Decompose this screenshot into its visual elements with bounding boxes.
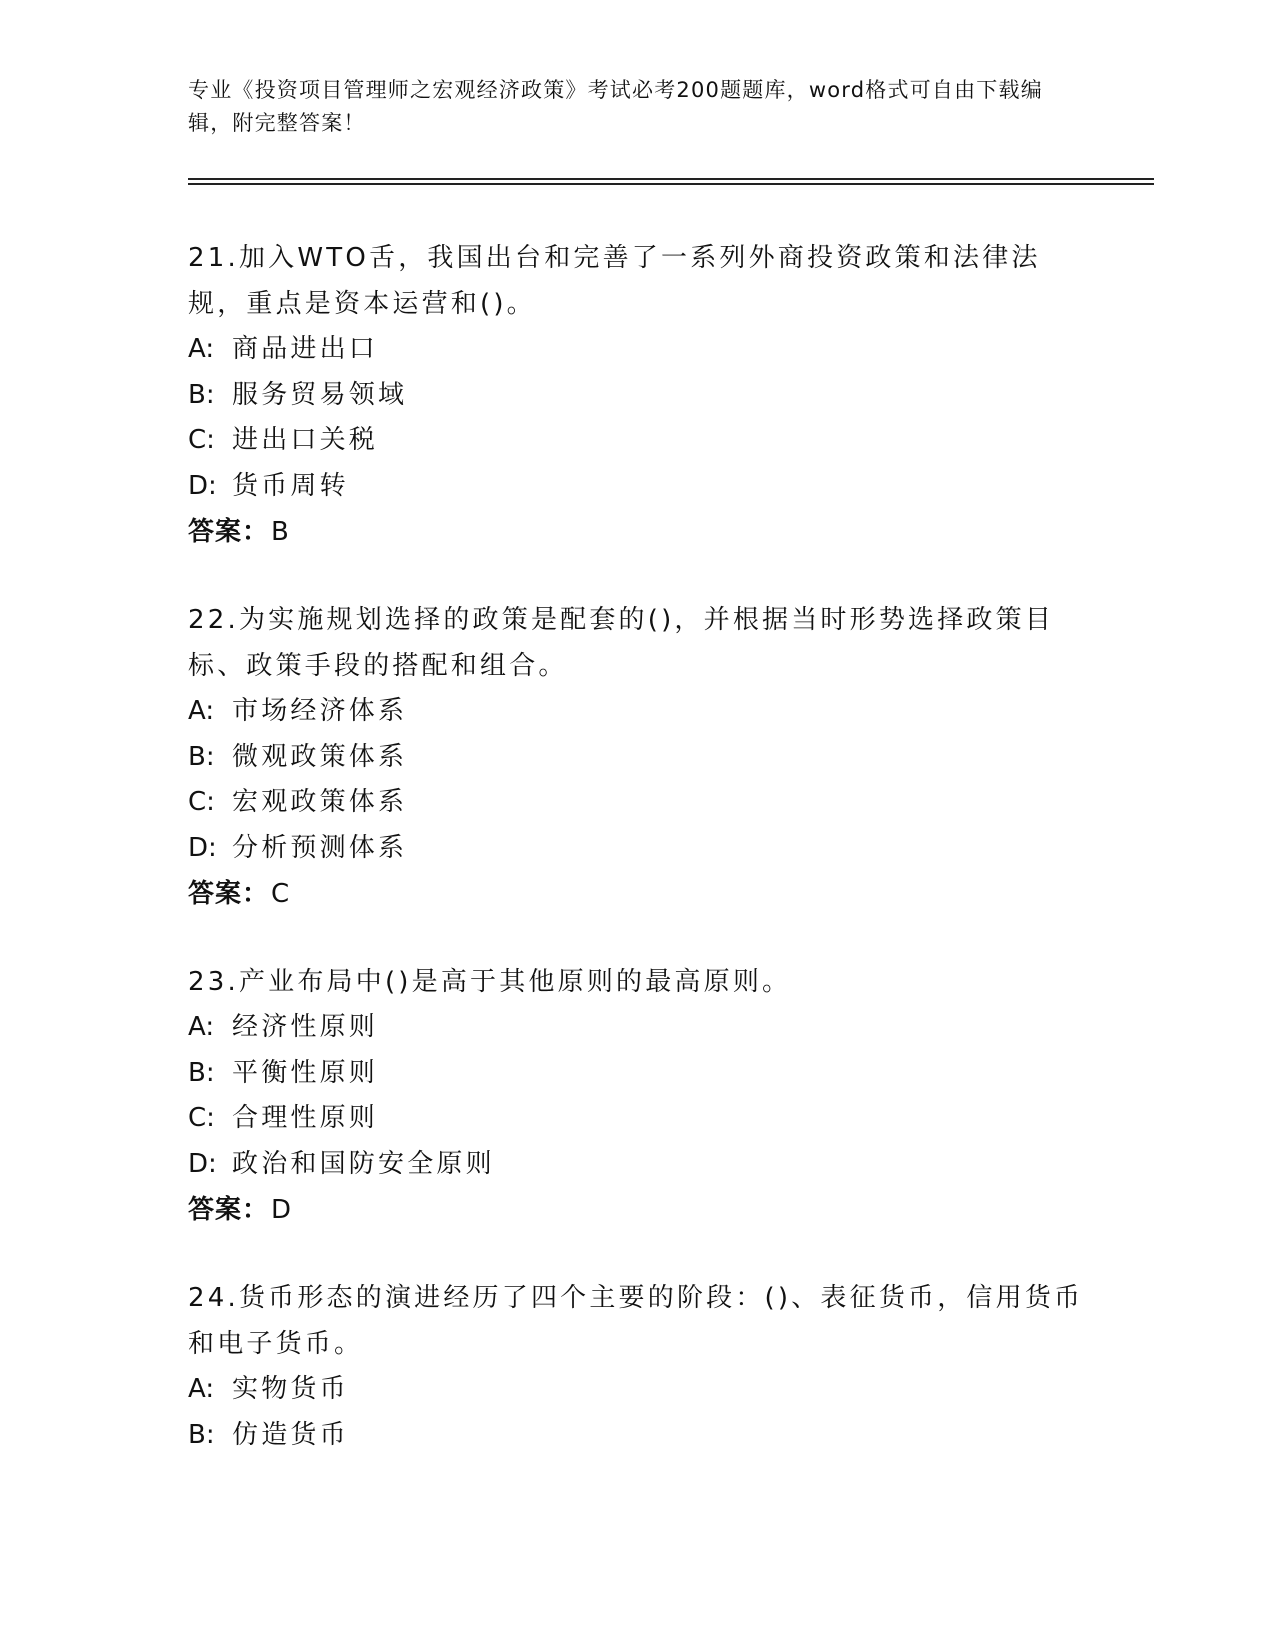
option-b	[188, 1051, 1088, 1097]
option-letter: C:	[188, 1103, 215, 1133]
option-b	[188, 735, 1088, 781]
option-text: 经济性原则	[232, 1012, 379, 1042]
option-c	[188, 1096, 1088, 1142]
option-text: 分析预测体系	[232, 832, 408, 863]
option-d	[188, 464, 1088, 510]
answer-label: 答案：	[188, 517, 270, 547]
answer-label: 答案：	[188, 879, 270, 909]
question-stem: 21.加入WTO舌，我国出台和完善了一系列外商投资政策和法律法规，重点是资本运营和()。	[188, 243, 1041, 319]
answer-value: B	[271, 517, 290, 547]
option-d	[188, 826, 1088, 872]
answer-value: C	[271, 879, 291, 909]
option-c	[188, 780, 1088, 826]
option-letter: A:	[188, 696, 215, 726]
option-letter: B:	[188, 1419, 215, 1450]
option-text: 市场经济体系	[232, 696, 408, 726]
option-text: 宏观政策体系	[232, 787, 408, 817]
answer-line	[188, 1187, 1088, 1233]
document-header	[188, 74, 1068, 140]
option-text: 微观政策体系	[232, 741, 408, 772]
header-divider-top	[188, 178, 1154, 180]
option-a	[188, 1367, 1088, 1413]
option-text: 服务贸易领域	[232, 379, 408, 410]
option-text: 平衡性原则	[232, 1057, 379, 1088]
option-letter: B:	[188, 1057, 215, 1088]
option-text: 货币周转	[232, 470, 349, 501]
question-list	[188, 235, 1088, 1500]
option-text: 商品进出口	[232, 334, 379, 364]
option-letter: C:	[188, 787, 215, 817]
option-a	[188, 327, 1088, 373]
header-divider-bottom	[188, 183, 1154, 185]
option-c	[188, 418, 1088, 464]
option-b	[188, 373, 1088, 419]
option-letter: D:	[188, 832, 217, 863]
option-b	[188, 1413, 1088, 1459]
header-text: 专业《投资项目管理师之宏观经济政策》考试必考200题题库，word格式可自由下载编辑，附完整答案！	[188, 78, 1043, 135]
option-letter: B:	[188, 379, 215, 410]
option-a	[188, 1005, 1088, 1051]
option-text: 进出口关税	[232, 425, 379, 455]
option-letter: A:	[188, 334, 215, 364]
question-stem: 22.为实施规划选择的政策是配套的()，并根据当时形势选择政策目标、政策手段的搭配和组合。	[188, 605, 1055, 681]
option-text: 实物货币	[232, 1374, 349, 1404]
option-letter: D:	[188, 1148, 217, 1179]
option-d	[188, 1142, 1088, 1188]
question-24	[188, 1275, 1088, 1458]
option-text: 仿造货币	[232, 1419, 349, 1450]
question-22	[188, 597, 1088, 917]
option-letter: D:	[188, 470, 217, 501]
answer-line	[188, 871, 1088, 917]
question-23	[188, 959, 1088, 1233]
question-stem: 24.货币形态的演进经历了四个主要的阶段：()、表征货币，信用货币和电子货币。	[188, 1283, 1084, 1359]
answer-label: 答案：	[188, 1195, 270, 1225]
option-letter: A:	[188, 1012, 215, 1042]
option-letter: A:	[188, 1374, 215, 1404]
option-letter: C:	[188, 425, 215, 455]
answer-value: D	[271, 1195, 293, 1225]
answer-line	[188, 509, 1088, 555]
option-a	[188, 689, 1088, 735]
question-stem: 23.产业布局中()是高于其他原则的最高原则。	[188, 967, 792, 997]
question-21	[188, 235, 1088, 555]
option-letter: B:	[188, 741, 215, 772]
option-text: 合理性原则	[232, 1103, 379, 1133]
option-text: 政治和国防安全原则	[232, 1148, 495, 1179]
